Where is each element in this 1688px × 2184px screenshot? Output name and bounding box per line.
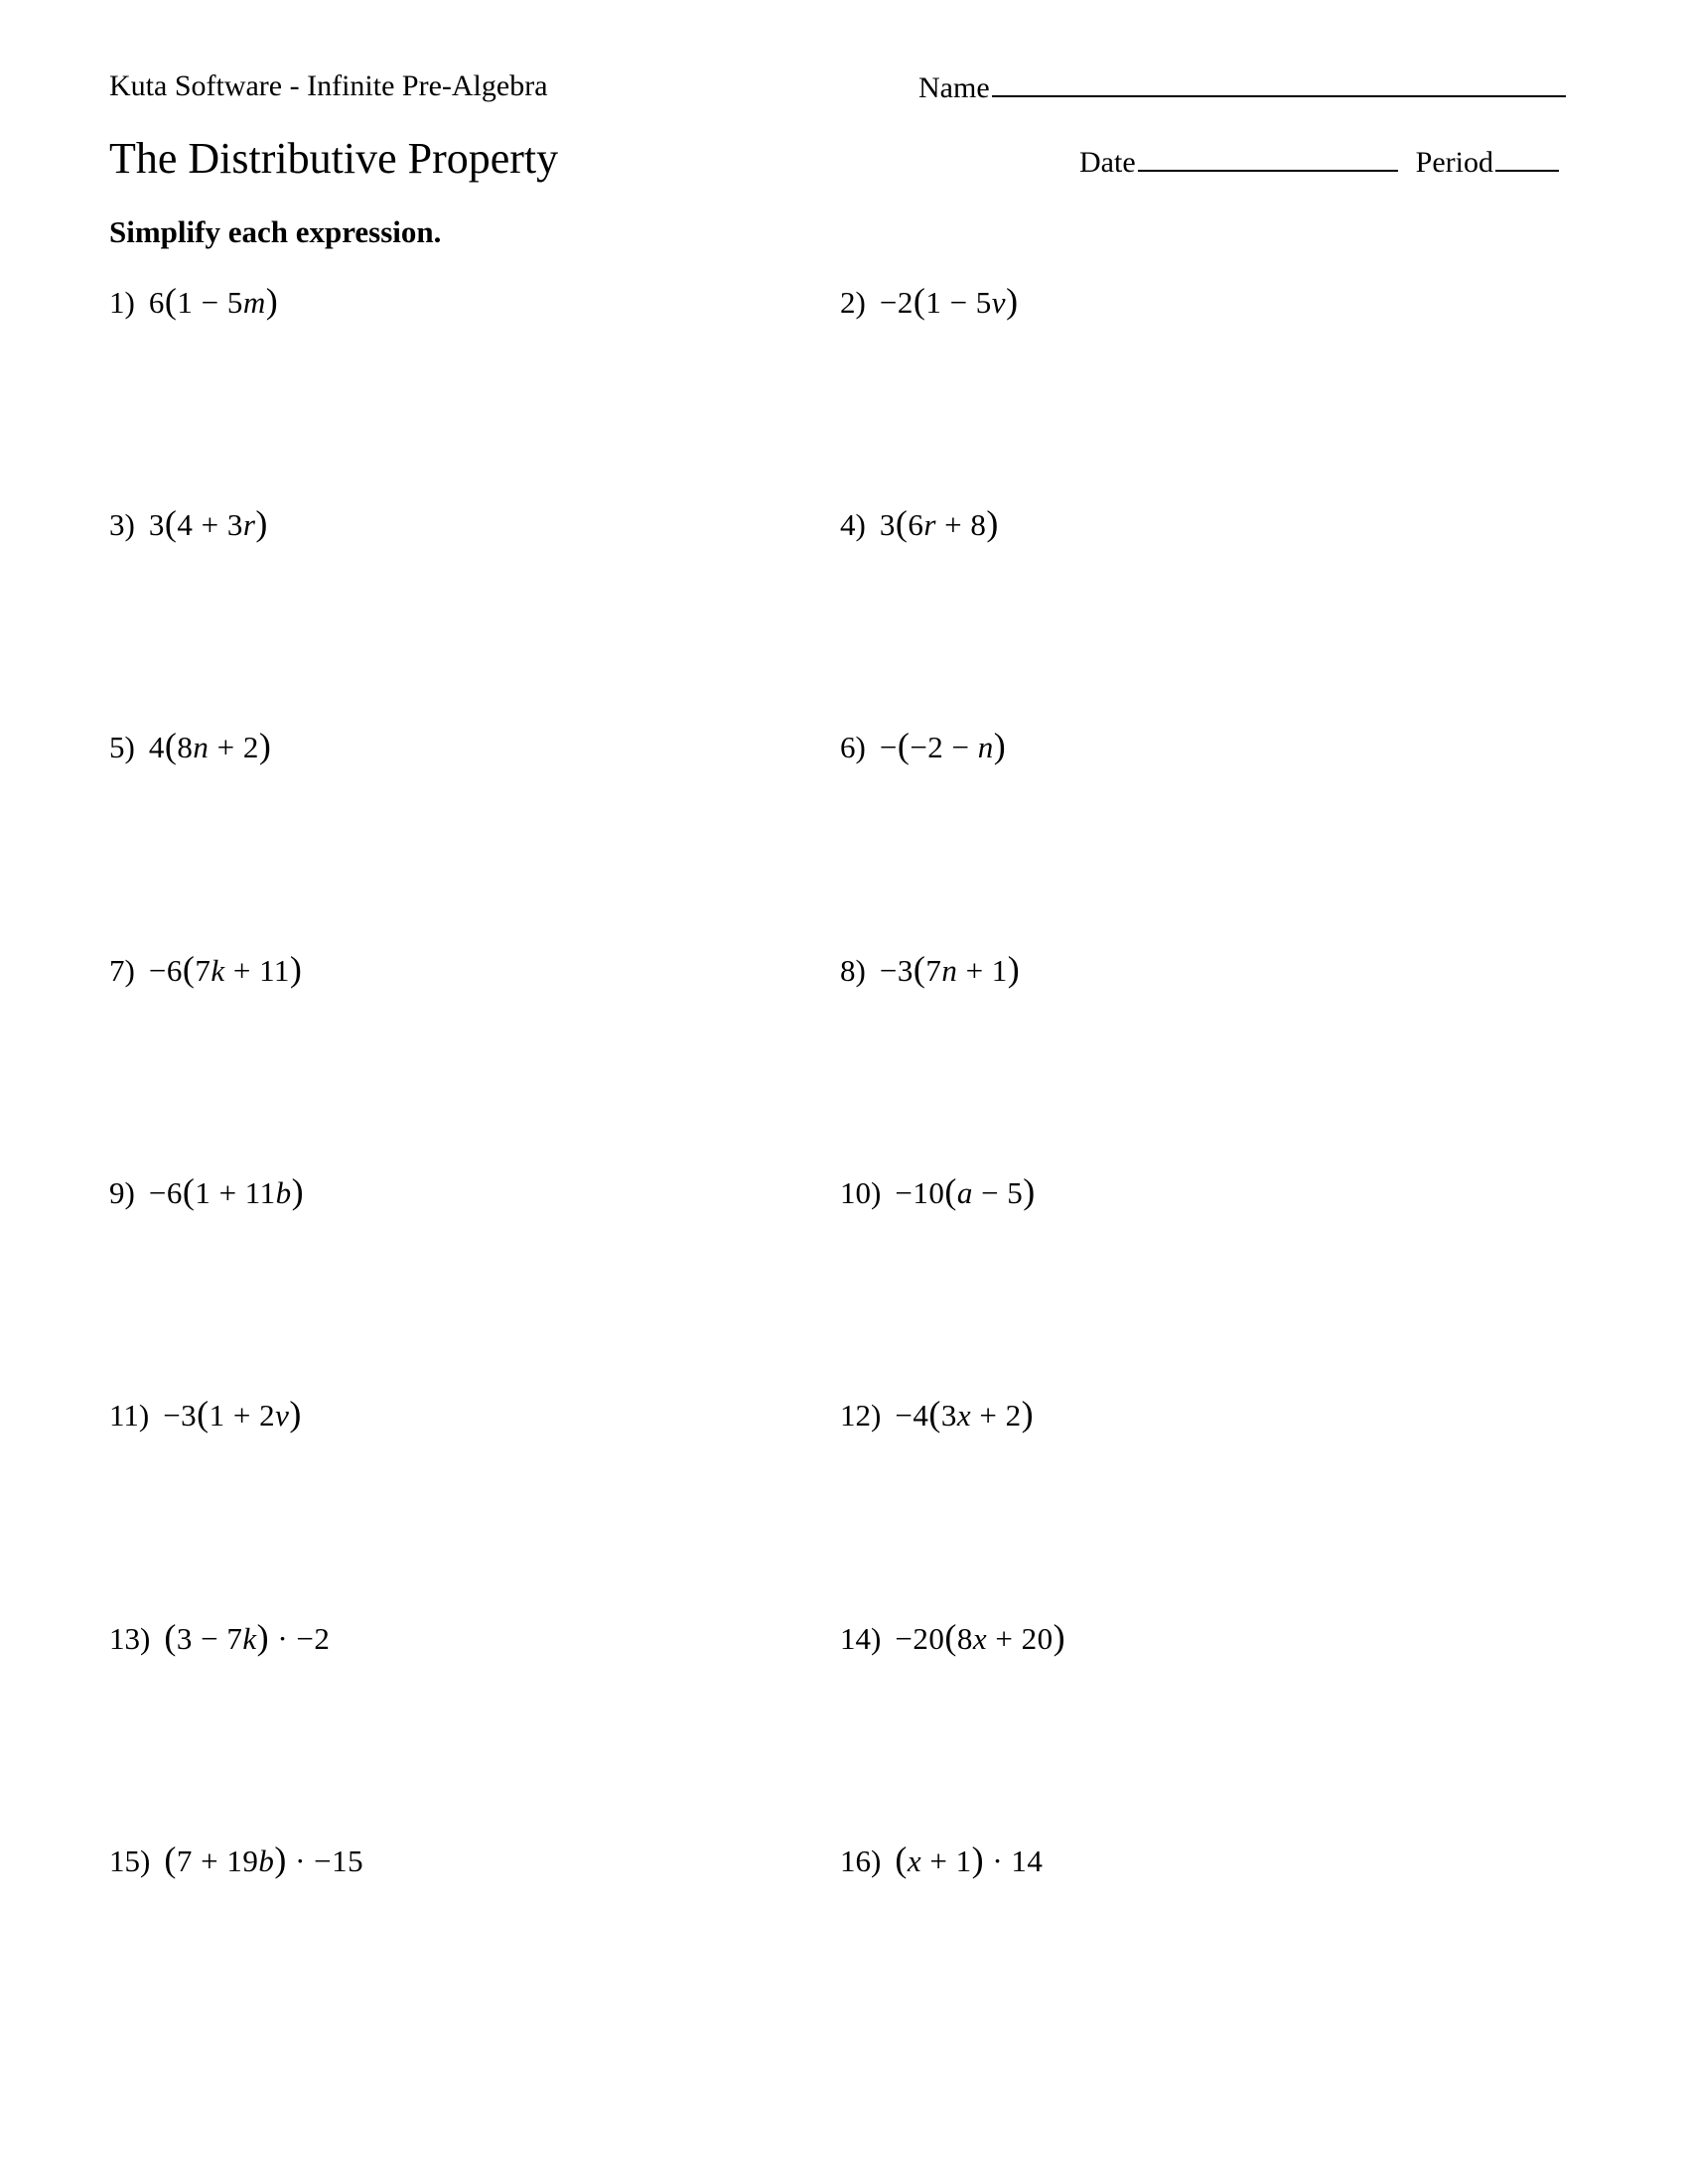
problem-expression: −3(1 + 2v) [163, 1394, 302, 1433]
date-period-fields [1079, 144, 1559, 180]
problem-4 [840, 502, 999, 544]
problem-number: 11) [109, 1398, 150, 1433]
problem-13 [109, 1616, 330, 1658]
problem-number: 5) [109, 730, 135, 764]
problem-expression: 4(8n + 2) [148, 726, 272, 765]
problem-number: 14) [840, 1621, 882, 1656]
problem-number: 7) [109, 953, 135, 988]
instructions: Simplify each expression. [109, 214, 442, 249]
problem-12 [840, 1393, 1034, 1434]
problem-number: 15) [109, 1843, 151, 1878]
problem-number: 6) [840, 730, 866, 764]
problem-2 [840, 280, 1019, 322]
problem-10 [840, 1170, 1036, 1212]
worksheet-title: The Distributive Property [109, 134, 559, 183]
problem-1 [109, 280, 278, 322]
problem-7 [109, 948, 302, 990]
problem-expression: −20(8x + 20) [895, 1617, 1066, 1657]
problem-number: 2) [840, 285, 866, 320]
problem-14 [840, 1616, 1065, 1658]
problem-6 [840, 725, 1006, 766]
name-blank-line [992, 69, 1566, 97]
period-label: Period [1415, 146, 1493, 179]
problem-3 [109, 502, 268, 544]
problem-number: 3) [109, 507, 135, 542]
problem-expression: (7 + 19b) · −15 [164, 1840, 364, 1879]
problem-expression: −6(1 + 11b) [148, 1171, 305, 1211]
problem-expression: −3(7n + 1) [879, 949, 1021, 989]
problem-expression: −2(1 − 5v) [879, 281, 1019, 321]
problem-expression: 3(4 + 3r) [148, 503, 268, 543]
date-label: Date [1079, 146, 1136, 179]
name-field [918, 69, 1566, 105]
problem-expression: −10(a − 5) [895, 1171, 1036, 1211]
problem-number: 12) [840, 1398, 882, 1433]
problem-16 [840, 1839, 1043, 1880]
problem-8 [840, 948, 1020, 990]
problem-expression: 6(1 − 5m) [148, 281, 279, 321]
problem-15 [109, 1839, 363, 1880]
problem-number: 4) [840, 507, 866, 542]
problem-expression: −(−2 − n) [879, 726, 1007, 765]
problem-number: 10) [840, 1175, 882, 1210]
problem-expression: −6(7k + 11) [148, 949, 303, 989]
problem-number: 1) [109, 285, 135, 320]
problem-expression: (3 − 7k) · −2 [164, 1617, 331, 1657]
problem-11 [109, 1393, 302, 1434]
problem-number: 8) [840, 953, 866, 988]
problem-expression: −4(3x + 2) [895, 1394, 1035, 1433]
problem-number: 9) [109, 1175, 135, 1210]
problem-expression: 3(6r + 8) [879, 503, 999, 543]
period-blank-line [1495, 144, 1559, 172]
name-label: Name [918, 71, 990, 104]
date-blank-line [1138, 144, 1398, 172]
problem-9 [109, 1170, 304, 1212]
problem-5 [109, 725, 271, 766]
publisher-label: Kuta Software - Infinite Pre-Algebra [109, 69, 548, 102]
problem-number: 13) [109, 1621, 151, 1656]
problem-expression: (x + 1) · 14 [895, 1840, 1044, 1879]
problem-number: 16) [840, 1843, 882, 1878]
